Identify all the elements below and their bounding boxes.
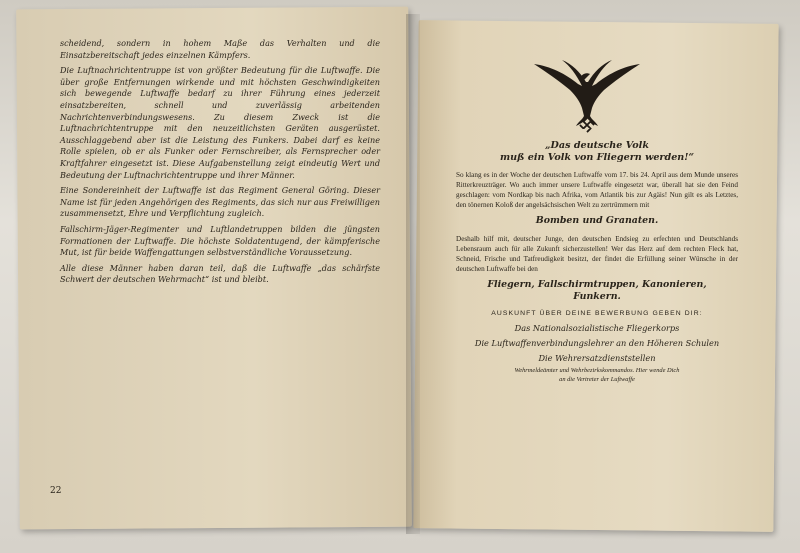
- appeal-paragraph: Deshalb hilf mit, deutscher Junge, den deutschen Endsieg zu erfechten und Deutschlands Lebensraum auch für alle Zukunft sicherzustellen! Wer das Herz auf dem rechten Fleck hat, Schneid, Frische und Tatfreudigkeit besitzt, der findet die Erfüllung seiner Wünsche in der deutschen Luftwaffe bei den: [456, 235, 738, 273]
- right-page-text: [456, 140, 738, 384]
- info-heading: AUSKUNFT ÜBER DEINE BEWERBUNG GEBEN DIR:: [491, 310, 703, 317]
- intro-paragraph: So klang es in der Woche der deutschen Luftwaffe vom 17. bis 24. April aus dem Munde unseres Ritterkreuzträger. Wo auch immer unsere Luftwaffe eingesetzt war, überall hat sie den Feind geschlagen: vom Nordkap bis nach Afrika, vom Atlantik bis zur Agäis! Nun gilt es als Letztes, den tönernen Koloß der angelsächsischen Welt zu zertrümmern mit: [456, 171, 738, 209]
- info-wehrersatz: Die Wehrersatzdienststellen: [538, 353, 656, 363]
- info-teachers: Die Luftwaffenverbindungslehrer an den Höheren Schulen: [474, 338, 720, 348]
- left-paragraph-4: Fallschirm-Jäger-Regimenter und Luftlandetruppen bilden die jüngsten Formationen der Luftwaffe. Die höchste Soldatentugend, der kämpferische Mut, ist für beide Waffengattungen selbstverständliche Voraussetzung.: [60, 223, 380, 258]
- quote-line-1: „Das deutsche Volk: [545, 140, 649, 151]
- quote-heading: [456, 140, 738, 164]
- left-paragraph-1: scheidend, sondern in hohem Maße das Verhalten und die Einsatzbereitschaft jedes einzelnen Kämpfers.: [60, 38, 380, 60]
- info-wehrersatz-sub-1: Wehrmeldeämter und Wehrbezirkskommandos. Hier wende Dich: [514, 367, 680, 374]
- left-page-text: [60, 38, 380, 290]
- left-paragraph-3: Eine Sondereinheit der Luftwaffe ist das Regiment General Göring. Dieser Name ist für jeden Angehörigen des Regiments, das sich nur aus Freiwilligen zusammensetzt, Ehre und Verpflichtung zugleich.: [60, 185, 380, 219]
- info-nsfk: Das Nationalsozialistische Fliegerkorps: [514, 323, 680, 333]
- info-wehrersatz-sub-2: an die Vertreter der Luftwaffe: [559, 375, 635, 383]
- left-paragraph-5: Alle diese Männer haben daran teil, daß die Luftwaffe „das schärfste Schwert der deutschen Wehrmacht“ ist und bleibt.: [60, 262, 380, 285]
- branches-heading: [456, 279, 738, 303]
- quote-line-2: muß ein Volk von Fliegern werden!“: [499, 152, 695, 163]
- branches-line-1: Fliegern, Fallschirmtruppen, Kanonieren,: [487, 279, 707, 290]
- page-number: 22: [50, 486, 62, 496]
- left-paragraph-2: Die Luftnachrichtentruppe ist von größter Bedeutung für die Luftwaffe. Die über große Entfernungen wirkende und mit höchsten Geschwindigkeiten sich bewegende Luftwaffe bedarf zu ihrer Führung eines jederzeit einsatzbereiten, schnell und zuverlässig arbeitenden Nachrichtenverbindungswesens. Zu diesem Zweck ist die Luftnachrichtentruppe mit den neuzeitlichsten Geräten ausgerüstet. Ausschlaggebend aber ist die Leistung des Funkers. Dabei darf es keine Rolle spielen, ob er als Funker oder Fernschreiber, als Fernsprecher oder Kraftfahrer eingesetzt ist. Diese Aufgabenstellung zeigt eindeutig Wert und Bedeutung der Luftnachrichtentruppe und ihrer Männer.: [60, 65, 380, 180]
- bombs-heading: Bomben und Granaten.: [535, 215, 659, 226]
- branches-line-2: Funkern.: [573, 291, 621, 302]
- eagle-emblem-icon: [532, 56, 642, 136]
- book-gutter: [406, 14, 420, 534]
